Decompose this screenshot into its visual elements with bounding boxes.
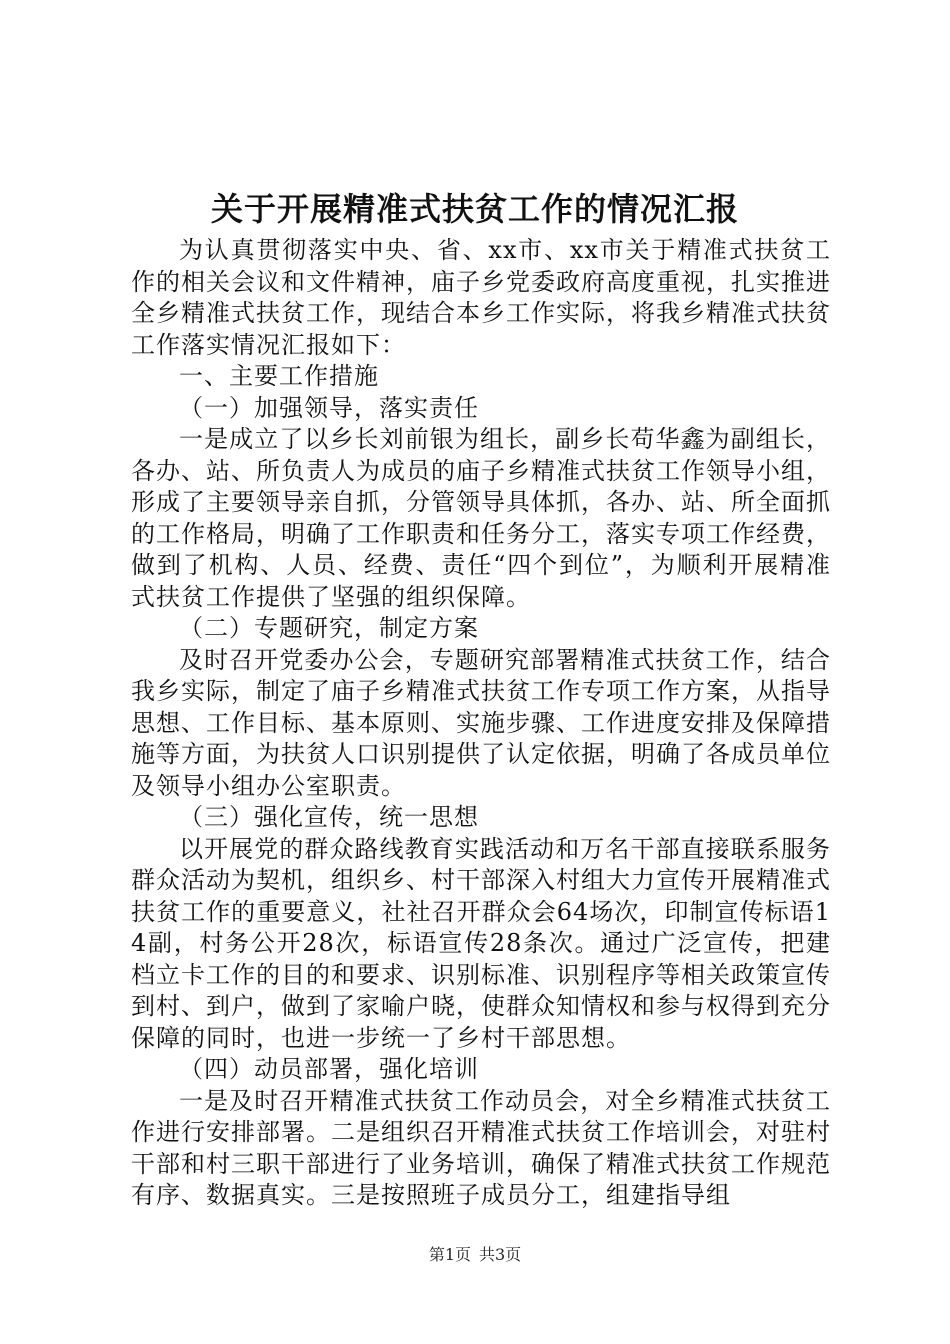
document-title: 关于开展精准式扶贫工作的情况汇报 <box>210 190 739 228</box>
page-count: 共3页 <box>479 1245 522 1264</box>
subsection-paragraph-1: 一是成立了以乡长刘前银为组长，副乡长苟华鑫为副组长，各办、站、所负责人为成员的庙子乡精准式扶贫工作领导小组，形成了主要领导亲自抓，分管领导具体抓，各办、站、所全面抓的工作格局，明确了工作职责和任务分工，落实专项工作经费，做到了机构、人员、经费、责任“四个到位”，为顺利开展精准式扶贫工作提供了坚强的组织保障。 <box>131 425 831 611</box>
page-footer <box>0 1244 950 1266</box>
subsection-paragraph-4: 一是及时召开精准式扶贫工作动员会，对全乡精准式扶贫工作进行安排部署。二是组织召开精准式扶贫工作培训会，对驻村干部和村三职干部进行了业务培训，确保了精准式扶贫工作规范有序、数据真实。三是按照班子成员分工，组建指导组 <box>131 1086 831 1209</box>
subsection-heading-2: （二）专题研究，制定方案 <box>179 614 479 642</box>
subsection-heading-4: （四）动员部署，强化培训 <box>179 1055 479 1083</box>
page-number: 第1页 <box>428 1245 471 1264</box>
subsection-paragraph-2: 及时召开党委办公会，专题研究部署精准式扶贫工作，结合我乡实际，制定了庙子乡精准式扶贫工作专项工作方案，从指导思想、工作目标、基本原则、实施步骤、工作进度安排及保障措施等方面，为扶贫人口识别提供了认定依据，明确了各成员单位及领导小组办公室职责。 <box>131 645 831 800</box>
document-body <box>131 235 831 1212</box>
subsection-heading-1: （一）加强领导，落实责任 <box>179 393 479 422</box>
intro-paragraph: 为认真贯彻落实中央、省、xx市、xx市关于精准式扶贫工作的相关会议和文件精神，庙子乡党委政府高度重视，扎实推进全乡精准式扶贫工作，现结合本乡工作实际，将我乡精准式扶贫工作落实情况汇报如下： <box>131 236 831 359</box>
subsection-heading-3: （三）强化宣传，统一思想 <box>179 803 479 831</box>
subsection-paragraph-3: 以开展党的群众路线教育实践活动和万名干部直接联系服务群众活动为契机，组织乡、村干部深入村组大力宣传开展精准式扶贫工作的重要意义，社社召开群众会64场次，印制宣传标语14副，村务公开28次，标语宣传28条次。通过广泛宣传，把建档立卡工作的目的和要求、识别标准、识别程序等相关政策宣传到村、到户，做到了家喻户晓，使群众知情权和参与权得到充分保障的同时，也进一步统一了乡村干部思想。 <box>131 834 831 1052</box>
section-heading-main-measures: 一、主要工作措施 <box>179 362 379 390</box>
